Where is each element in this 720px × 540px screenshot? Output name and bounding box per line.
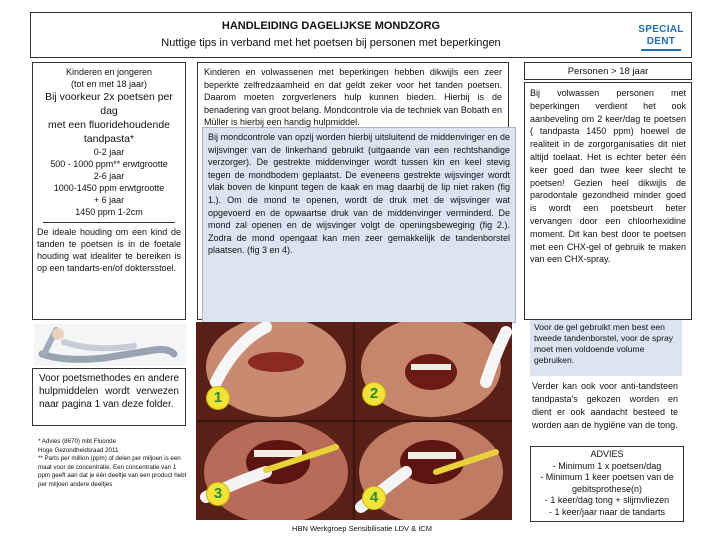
divider bbox=[43, 222, 175, 223]
header bbox=[30, 12, 692, 58]
page-title: HANDLEIDING DAGELIJKSE MONDZORG bbox=[221, 20, 441, 32]
footnote-3: ** Parts per million (ppm) of delen per miljoen is een maat voor de concentratie. Een concentratie van 1 ppm geeft aan dat je één deeltje van een product hebt per miljoen andere deeltjes bbox=[38, 455, 187, 488]
reference-note bbox=[32, 368, 186, 426]
fluoride-advice: met een fluoridehoudende tandpasta* bbox=[47, 119, 170, 145]
children-section bbox=[32, 62, 186, 320]
age-group-2: 2-6 jaar bbox=[93, 171, 125, 181]
mouth-control-box bbox=[202, 127, 516, 323]
footnote-1: * Advies (8670) mbt Fluoride bbox=[38, 438, 117, 445]
logo-text-1: SPECIAL bbox=[638, 24, 684, 35]
adults-section bbox=[524, 82, 692, 320]
figure-number-2: 2 bbox=[362, 382, 386, 406]
gel-note-text: Voor de gel gebruikt men best een tweede tandenborstel, voor de spray moet men voldoende volume gebruiken. bbox=[534, 322, 674, 365]
advice-item-1: - Minimum 1 x poetsen/dag bbox=[552, 460, 662, 471]
advice-item-2: - Minimum 1 keer poetsen van de gebitsprothese(n) bbox=[540, 472, 674, 494]
dental-chair-illustration bbox=[34, 324, 186, 366]
footnotes bbox=[38, 438, 188, 518]
special-dent-logo bbox=[637, 16, 685, 54]
mouth-control-photos bbox=[196, 322, 512, 520]
figure-number-1: 1 bbox=[206, 386, 230, 410]
figure-number-4: 4 bbox=[362, 486, 386, 510]
mouth-control-section bbox=[197, 62, 509, 320]
age-group-3: + 6 jaar bbox=[93, 195, 125, 205]
adults-heading-box bbox=[524, 62, 692, 80]
children-heading-sub: (tot en met 18 jaar) bbox=[70, 79, 148, 89]
gel-note-box bbox=[530, 320, 682, 376]
advice-box bbox=[530, 446, 684, 522]
age-group-1: 0-2 jaar bbox=[93, 147, 125, 157]
adults-text: Bij volwassen personen met beperkingen verdient het ook aanbeveling om 2 keer/dag te poetsen ( tandpasta 1450 ppm) hoewel de realiteit in de zorgorganisaties dit niet altijd toelaat. Het is echter beter één keer goed dan twee keer slecht te poetsen! Gezien heel dikwijls de parodontale gezondheid minder goed is wordt een poetsbeurt beter vervangen door een chloorhexidine moment. Dit kan best door te poetsen met een CHX-gel of gebruik te maken van een CHX-spray. bbox=[530, 88, 686, 265]
advice-item-3: - 1 keer/dag tong + slijmvliezen bbox=[544, 495, 670, 505]
posture-text: De ideale houding om een kind de tanden te poetsen is in de foetale houding wat idealiter te bereiken is op een tandarts-en/of doktersstoel. bbox=[37, 227, 181, 273]
logo-text-2: DENT bbox=[646, 36, 676, 47]
dose-3: 1450 ppm 1-2cm bbox=[75, 207, 143, 217]
footer-credit: HBN Werkgroep Sensibilisatie LDV & ICM bbox=[292, 524, 432, 533]
footnote-2: Hoge Gezondheidsraad 2011 bbox=[38, 446, 119, 454]
adults-heading: Personen > 18 jaar bbox=[567, 66, 649, 77]
mouth-control-instructions: Bij mondcontrole van opzij worden hierbij uitsluitend de middenvinger en de wijsvinger van de linkerhand gebruikt (uitgaande van een rechtshandige verzorger). De gestrekte middenvinger wordt tussen kin en keel stevig tegen de mondbodem geplaatst. De eveneens gestrekte wijsvinger wordt vlak boven de kinpunt tegen de kaak en mag daarbij de lip niet raken (fig 1.). Om de mond te openen, wordt de druk met de wijsvinger wat opgevoerd en de opwaartse druk van de middenvinger verminderd. De mond zal openen en de wijsvinger volgt de openingsbeweging (fig 2.). Zodra de mond opengaat kan men zeer gemakkelijk de tandenborstel plaatsen. (fig 3 en 4). bbox=[208, 132, 510, 256]
tongue-hygiene-note bbox=[530, 378, 680, 442]
advice-item-4: - 1 keer/jaar naar de tandarts bbox=[548, 506, 666, 517]
advice-heading: ADVIES bbox=[590, 449, 624, 459]
logo-underline bbox=[641, 49, 681, 51]
reference-note-text: Voor poetsmethodes en andere hulpmiddelen wordt verwezen naar pagina 1 van deze folder. bbox=[39, 373, 179, 410]
dose-1: 500 - 1000 ppm** erwtgrootte bbox=[50, 159, 168, 169]
children-heading: Kinderen en jongeren bbox=[65, 67, 153, 77]
figure-number-3: 3 bbox=[206, 482, 230, 506]
tongue-hygiene-text: Verder kan ook voor anti-tandsteen tandpasta's gekozen worden en dient er ook aandacht besteed te worden aan de hygiëne van de tong. bbox=[532, 381, 678, 430]
page-subtitle: Nuttige tips in verband met het poetsen bij personen met beperkingen bbox=[161, 37, 501, 49]
mouth-control-intro: Kinderen en volwassenen met beperkingen hebben dikwijls een zeer beperkte zelfredzaamheid en dat geldt zeker voor het tanden poetsen. Daarom moeten zorgverleners hulp kunnen bieden. Hierbij is de benadering van groot belang. Mondcontrole via de techniek van Bobath en Müller is hierbij een handig hulpmiddel. bbox=[204, 67, 502, 128]
dose-2: 1000-1450 ppm erwtgrootte bbox=[53, 183, 165, 193]
photo-collage bbox=[196, 322, 512, 520]
brushing-advice: Bij voorkeur 2x poetsen per dag bbox=[45, 91, 173, 117]
